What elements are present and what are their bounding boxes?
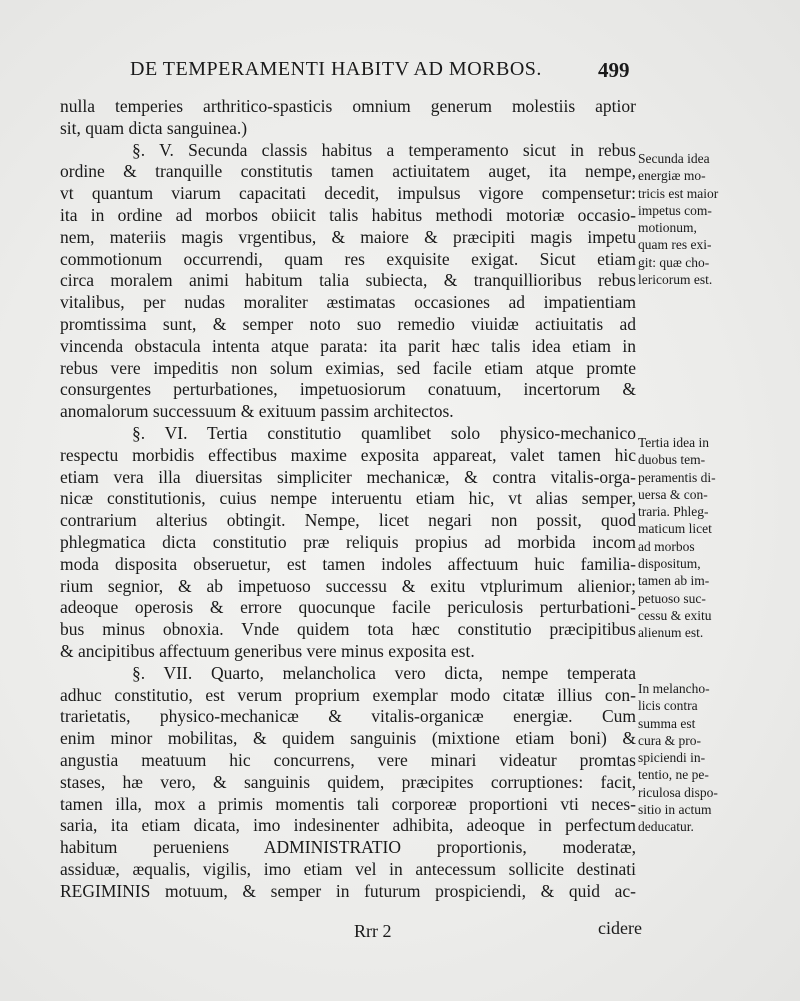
text-line: respectu morbidis effectibus maxime exposita appareat, valet tamen hic	[60, 444, 636, 465]
margin-note-line: spiciendi in-	[638, 750, 706, 766]
text-line: trarietatis, physico-mechanicæ & vitalis-organicæ energiæ. Cum	[60, 706, 636, 727]
margin-note-line: tricis est maior	[638, 185, 719, 201]
margin-note-line: quam res exi-	[638, 237, 712, 253]
signature-mark: Rrr 2	[354, 921, 392, 941]
margin-note-line: tentio, ne pe-	[638, 767, 709, 783]
margin-note-line: maticum licet	[638, 521, 712, 537]
margin-note-line: cura & pro-	[638, 732, 701, 748]
margin-note-line: Tertia idea in	[638, 435, 710, 450]
text-line: adeoque operosis & errore quocunque facile periculosis perturbationi-	[60, 597, 636, 618]
section-heading-line: §. V. Secunda classis habitus a temperamento sicut in rebus	[132, 139, 636, 160]
margin-note-line: uersa & con-	[638, 486, 708, 502]
section-heading-line: §. VII. Quarto, melancholica vero dicta, nempe temperata	[132, 662, 636, 683]
text-line: REGIMINIS motuum, & semper in futurum prospiciendi, & quid ac-	[60, 880, 636, 901]
margin-note-melancholica	[638, 680, 746, 836]
text-line: assiduæ, æqualis, vigilis, imo etiam vel in antecessum sollicite destinati	[60, 858, 636, 879]
text-line: habitum perueniens ADMINISTRATIO proportionis, moderatæ,	[60, 837, 636, 858]
margin-note-secunda	[638, 150, 746, 288]
margin-note-line: tamen ab im-	[638, 573, 710, 589]
margin-note-line: deducatur.	[638, 819, 694, 835]
page-number: 499	[598, 58, 630, 82]
catchword: cidere	[598, 918, 642, 938]
running-title: DE TEMPERAMENTI HABITV AD MORBOS.	[130, 58, 542, 80]
text-line: ita in ordine ad morbos obiicit talis habitus methodi motoriæ occasio-	[60, 204, 636, 225]
text-line: angustia meatuum hic concurrens, vere minari videatur promtas	[60, 749, 636, 770]
margin-note-line: cessu & exitu	[638, 607, 712, 623]
text-line: etiam vera illa diuersitas simpliciter mechanicæ, & contra vitalis-orga-	[60, 466, 636, 487]
main-text	[60, 96, 636, 902]
margin-note-line: riculosa dispo-	[638, 784, 718, 800]
text-line: anomalorum successuum & exituum passim architectos.	[60, 401, 454, 422]
text-line: ordine & tranquille constitutis tamen actiuitatem auget, ita nempe,	[60, 161, 636, 182]
text-line: adhuc constitutio, est verum proprium exemplar modo citatæ illius con-	[60, 684, 636, 705]
text-line: commotionum occurrendi, quam res exquisite exigat. Sicut etiam	[60, 248, 636, 269]
text-line: circa moralem animi habitum talia subiecta, & tranquillioribus rebus	[60, 270, 636, 291]
margin-note-line: sitio in actum	[638, 802, 712, 818]
section-heading-line: §. VI. Tertia constitutio quamlibet solo physico-mechanico	[132, 422, 636, 443]
text-line: sit, quam dicta sanguinea.)	[60, 117, 248, 138]
margin-note-line: peramentis di-	[638, 469, 716, 485]
margin-note-line: dispositum,	[638, 556, 701, 572]
margin-note-line: duobus tem-	[638, 452, 706, 468]
margin-note-line: impetus com-	[638, 202, 712, 218]
margin-note-line: In melancho-	[638, 681, 710, 696]
text-line: phlegmatica dicta constitutio præ reliquis propius ad morbida incom	[60, 531, 636, 552]
margin-note-tertia	[638, 434, 746, 642]
text-line: nicæ constitutionis, cuius nempe interuentu etiam hic, vt alias semper,	[60, 488, 636, 509]
text-line: tamen illa, mox a primis momentis tali corporeæ proportioni vti neces-	[60, 793, 636, 814]
margin-note-line: licis contra	[638, 698, 698, 714]
margin-note-line: petuoso suc-	[638, 590, 706, 606]
text-line: & ancipitibus affectuum generibus vere minus exposita est.	[60, 640, 475, 661]
margin-note-line: motionum,	[638, 220, 697, 236]
margin-note-line: alienum est.	[638, 625, 704, 641]
text-line: rium segnior, & ab impetuoso successu & exitu vtplurimum alienior;	[60, 575, 636, 596]
text-line: promtissima sunt, & semper noto suo remedio viuidæ actiuitatis ad	[60, 313, 636, 334]
margin-note-line: Secunda idea	[638, 151, 710, 166]
text-line: vincenda obstacula intenta atque parata: ita parit hæc talis idea etiam in	[60, 335, 636, 356]
margin-note-line: energiæ mo-	[638, 168, 706, 184]
text-line: consurgentes perturbationes, impetuosiorum conatuum, incertorum &	[60, 379, 636, 400]
text-line: rebus vere impeditis non solum eximias, sed facile etiam atque promte	[60, 357, 636, 378]
text-line: nem, materiis magis vrgentibus, & maiore & præcipiti magis impetu	[60, 226, 636, 247]
text-line: saria, ita etiam dicata, imo indesinenter adhibita, adeoque in perfectum	[60, 815, 636, 836]
margin-note-line: summa est	[638, 715, 696, 731]
text-line: moda disposita obseruetur, est tamen indoles affectuum huic familia-	[60, 553, 636, 574]
margin-note-line: traria. Phleg-	[638, 504, 709, 520]
text-line: nulla temperies arthritico-spasticis omnium generum molestiis aptior	[60, 96, 636, 116]
margin-note-line: lericorum est.	[638, 272, 713, 288]
text-line: enim minor mobilitas, & quidem sanguinis (mixtione etiam boni) &	[60, 728, 636, 749]
text-line: bus minus obnoxia. Vnde quidem tota hæc constitutio præcipitibus	[60, 619, 636, 640]
margin-note-line: ad morbos	[638, 538, 695, 554]
text-line: vt quantum viarum capacitati decedit, impulsus vigore compensetur:	[60, 183, 636, 204]
margin-note-line: git: quæ cho-	[638, 254, 710, 270]
text-line: vitalibus, per nudas moraliter æstimatas occasiones ad impatientiam	[60, 292, 636, 313]
text-line: stases, hæ vero, & sanguinis quidem, præcipites corruptiones: facit,	[60, 771, 636, 792]
text-line: contrarium alterius obtingit. Nempe, licet negari non possit, quod	[60, 510, 636, 531]
